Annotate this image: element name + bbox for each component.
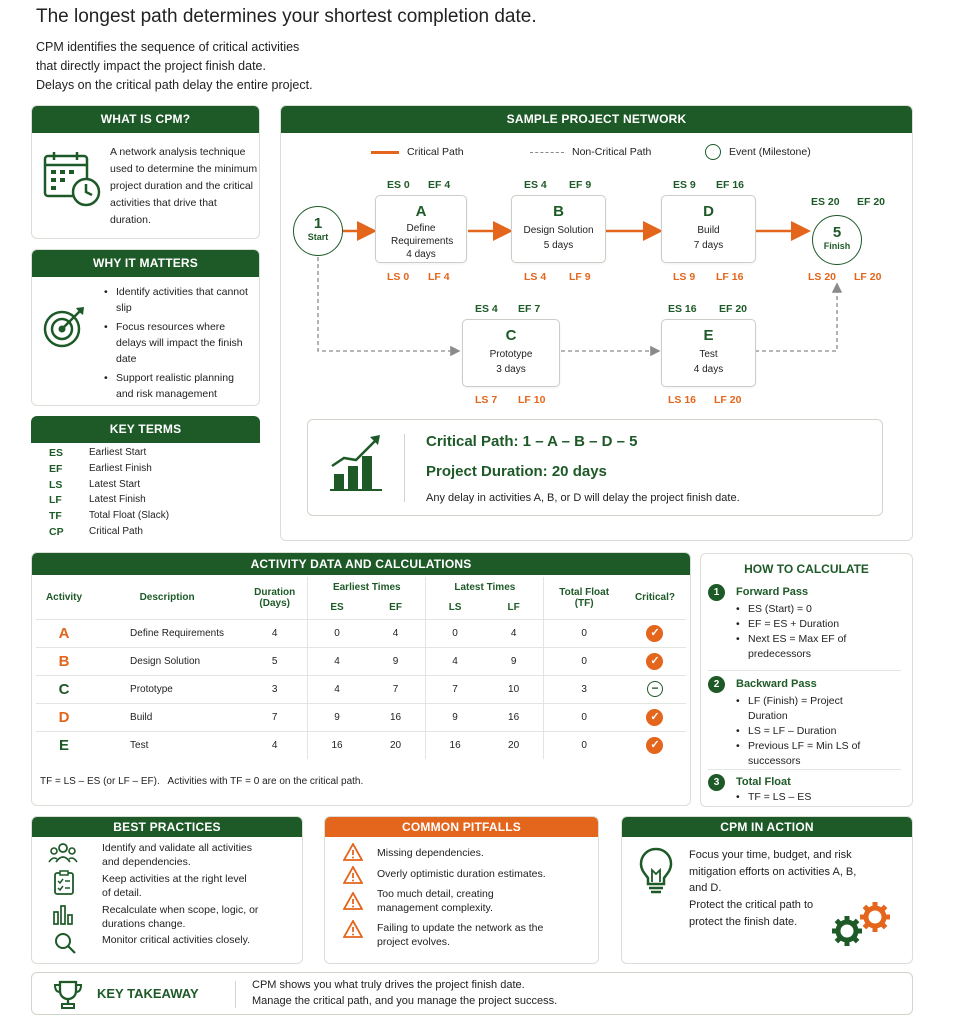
warning-icon <box>343 843 363 866</box>
critical-path-note: Any delay in activities A, B, or D will delay the project finish date. <box>426 492 740 504</box>
activity-description: Test <box>92 731 242 759</box>
project-duration-text: Project Duration: 20 days <box>426 463 607 480</box>
bar-chart-icon <box>52 902 76 931</box>
gears-icon <box>829 901 897 956</box>
best-practice-item: Monitor critical activities closely. <box>102 934 251 946</box>
finish-event <box>812 215 862 265</box>
minus-circle-icon: − <box>647 681 663 697</box>
node-label: Prototype <box>489 349 533 360</box>
list-item: • ES (Start) = 0 <box>736 602 901 617</box>
activity-duration: 7 <box>242 703 308 731</box>
legend-event-label: Event (Milestone) <box>729 146 811 158</box>
best-practice-item: Identify and validate all activities and dependencies. <box>102 842 252 868</box>
activity-tf: 3 <box>544 675 624 703</box>
bar-chart-growth-icon <box>328 432 386 499</box>
col-latest: Latest Times <box>426 577 544 597</box>
activity-ef: 4 <box>366 619 426 647</box>
activity-ls: 9 <box>426 703 484 731</box>
node-days: 7 days <box>693 240 724 251</box>
node-label: Design Solution <box>523 225 594 236</box>
node-label: Build <box>697 225 720 236</box>
network-header: SAMPLE PROJECT NETWORK <box>281 106 912 133</box>
cpm-in-action-text2: Protect the critical path to protect the finish date. <box>689 899 814 928</box>
table-row <box>36 675 686 703</box>
magnifier-icon <box>53 931 77 960</box>
activity-lf: 9 <box>484 647 544 675</box>
col-duration: Duration (Days) <box>254 586 296 609</box>
node-d-ef: EF 16 <box>716 179 745 191</box>
node-a <box>375 195 467 263</box>
node-a-es: ES 0 <box>387 179 410 191</box>
critical-cell <box>624 619 686 647</box>
table-row <box>36 647 686 675</box>
node-e <box>661 319 756 387</box>
node-b-lf: LF 9 <box>569 271 591 283</box>
col-es: ES <box>308 597 366 619</box>
activity-duration: 3 <box>242 675 308 703</box>
list-item: • Previous LF = Min LS of successors <box>736 739 876 769</box>
key-takeaway-line1: CPM shows you what truly drives the project finish date. <box>252 979 525 991</box>
finish-ls: LS 20 <box>808 271 837 283</box>
node-b-ls: LS 4 <box>524 271 547 283</box>
critical-cell <box>624 703 686 731</box>
finish-ef: EF 20 <box>857 196 886 208</box>
pitfall-item: Missing dependencies. <box>377 847 484 859</box>
col-ef: EF <box>389 602 402 614</box>
activity-ef: 16 <box>366 703 426 731</box>
best-practice-item: Keep activities at the right level of detail. <box>102 873 247 899</box>
activity-tf: 0 <box>544 703 624 731</box>
activity-letter: D <box>36 703 92 731</box>
warning-icon <box>343 920 363 943</box>
finish-lf: LF 20 <box>854 271 882 283</box>
table-row <box>36 703 686 731</box>
table-row <box>36 731 686 759</box>
col-earliest: Earliest Times <box>308 577 426 597</box>
node-c <box>462 319 560 387</box>
divider <box>708 670 901 671</box>
node-c-lf: LF 10 <box>518 394 546 406</box>
key-takeaway-panel <box>31 972 913 1015</box>
critical-path-summary <box>307 419 883 516</box>
divider <box>404 434 405 502</box>
activity-duration: 5 <box>242 647 308 675</box>
activity-description: Prototype <box>92 675 242 703</box>
pitfall-item: Too much detail, creating management complexity. <box>377 888 494 914</box>
node-e-lf: LF 20 <box>714 394 742 406</box>
warning-icon <box>343 892 363 915</box>
event-number: 5 <box>832 224 842 241</box>
node-e-es: ES 16 <box>668 303 697 315</box>
how-to-calculate-header: HOW TO CALCULATE <box>744 562 869 576</box>
step-title: Total Float <box>736 776 791 788</box>
activity-tf: 0 <box>544 619 624 647</box>
what-is-cpm-panel <box>31 105 260 239</box>
list-item: • TF = LS – ES <box>736 790 901 805</box>
why-it-matters-list <box>104 284 254 402</box>
pitfall-item: Failing to update the network as the project evolves. <box>377 922 544 948</box>
check-icon: ✓ <box>646 737 663 754</box>
activity-lf: 10 <box>484 675 544 703</box>
list-item: • Support realistic planning and risk management <box>104 370 254 402</box>
trophy-icon <box>52 979 84 1015</box>
best-practice-item: Recalculate when scope, logic, or durations change. <box>102 904 259 930</box>
list-item: • EF = ES + Duration <box>736 617 901 632</box>
node-letter: A <box>415 203 427 220</box>
activity-letter: B <box>36 647 92 675</box>
table-footnote: TF = LS – ES (or LF – EF). Activities with TF = 0 are on the critical path. <box>40 776 364 787</box>
col-tf: Total Float (TF) <box>544 577 624 619</box>
col-ls: LS <box>426 597 484 619</box>
critical-cell <box>624 647 686 675</box>
warning-icon <box>343 866 363 889</box>
activity-es: 4 <box>308 675 366 703</box>
why-it-matters-header: WHY IT MATTERS <box>32 250 259 277</box>
node-c-es: ES 4 <box>475 303 498 315</box>
activity-ef: 7 <box>366 675 426 703</box>
check-icon: ✓ <box>646 653 663 670</box>
step-number: 1 <box>708 584 725 601</box>
step-list <box>736 694 876 769</box>
activity-description: Build <box>92 703 242 731</box>
event-label: Finish <box>823 241 851 251</box>
node-days: 4 days <box>406 249 436 260</box>
step-number: 2 <box>708 676 725 693</box>
node-d <box>661 195 756 263</box>
term-abbr: CP <box>49 525 64 538</box>
term-abbr: LS <box>49 478 63 491</box>
activity-ls: 16 <box>426 731 484 759</box>
event-number: 1 <box>313 215 323 232</box>
node-letter: E <box>703 327 714 344</box>
node-e-ef: EF 20 <box>719 303 748 315</box>
step-list <box>736 790 901 805</box>
critical-cell <box>624 731 686 759</box>
term-abbr: LF <box>49 494 62 507</box>
node-label: Test <box>699 349 718 360</box>
activity-ls: 0 <box>426 619 484 647</box>
start-event <box>293 206 343 256</box>
node-d-ls: LS 9 <box>673 271 696 283</box>
key-terms-list <box>49 447 249 540</box>
activity-ef: 9 <box>366 647 426 675</box>
activity-ls: 4 <box>426 647 484 675</box>
activity-description: Design Solution <box>92 647 242 675</box>
best-practices-header: BEST PRACTICES <box>32 817 302 837</box>
col-description: Description <box>139 592 195 604</box>
list-item: • Next ES = Max EF of predecessors <box>736 632 871 662</box>
activity-duration: 4 <box>242 731 308 759</box>
step-number: 3 <box>708 774 725 791</box>
activity-duration: 4 <box>242 619 308 647</box>
node-letter: D <box>703 203 714 220</box>
node-b-ef: EF 9 <box>569 179 592 191</box>
term-label: Total Float (Slack) <box>89 510 170 522</box>
col-critical: Critical? <box>634 592 675 604</box>
activity-lf: 4 <box>484 619 544 647</box>
term-abbr: EF <box>49 462 63 475</box>
what-is-cpm-header: WHAT IS CPM? <box>32 106 259 133</box>
legend-critical-label: Critical Path <box>407 146 464 158</box>
term-label: Earliest Finish <box>89 462 152 474</box>
lightbulb-icon <box>638 846 674 901</box>
check-icon: ✓ <box>646 625 663 642</box>
list-item: • Focus resources where delays will impact the finish date <box>104 319 254 367</box>
what-is-cpm-text: A network analysis technique used to determine the minimum project duration and the critical activities that drive that duration. <box>110 146 258 226</box>
activity-lf: 20 <box>484 731 544 759</box>
finish-es: ES 20 <box>811 196 840 208</box>
node-label: Define Requirements <box>391 223 454 247</box>
event-label: Start <box>307 232 329 242</box>
page-subtitle: CPM identifies the sequence of critical activities that directly impact the project finish date. Delays on the critical path delay the entire project. <box>36 40 313 92</box>
node-a-lf: LF 4 <box>428 271 450 283</box>
activity-letter: A <box>36 619 92 647</box>
activity-table-header: ACTIVITY DATA AND CALCULATIONS <box>32 553 690 575</box>
term-label: Earliest Start <box>89 447 147 458</box>
step-title: Forward Pass <box>736 586 809 598</box>
check-icon: ✓ <box>646 709 663 726</box>
divider <box>708 769 901 770</box>
col-activity: Activity <box>45 592 83 604</box>
critical-cell <box>624 675 686 703</box>
node-days: 3 days <box>496 364 526 375</box>
activity-ef: 20 <box>366 731 426 759</box>
term-abbr: ES <box>49 447 64 459</box>
activity-es: 4 <box>308 647 366 675</box>
term-label: Latest Finish <box>89 494 146 506</box>
activity-table <box>36 577 686 759</box>
activity-tf: 0 <box>544 731 624 759</box>
page-title: The longest path determines your shortest completion date. <box>36 6 537 27</box>
activity-es: 9 <box>308 703 366 731</box>
node-days: 5 days <box>543 240 574 251</box>
critical-path-text: Critical Path: 1 – A – B – D – 5 <box>426 433 638 450</box>
step-title: Backward Pass <box>736 678 817 690</box>
divider <box>235 981 236 1008</box>
step-list <box>736 602 901 662</box>
node-a-ef: EF 4 <box>428 179 451 191</box>
key-takeaway-line2: Manage the critical path, and you manage the project success. <box>252 995 558 1007</box>
activity-description: Define Requirements <box>92 619 242 647</box>
col-lf: LF <box>507 602 520 614</box>
target-icon <box>42 305 86 354</box>
checklist-icon <box>53 870 75 901</box>
activity-lf: 16 <box>484 703 544 731</box>
activity-es: 0 <box>308 619 366 647</box>
key-terms-header: KEY TERMS <box>31 416 260 443</box>
term-abbr: TF <box>49 510 62 523</box>
node-e-ls: LS 16 <box>668 394 697 406</box>
term-label: Latest Start <box>89 478 141 490</box>
activity-letter: E <box>36 731 92 759</box>
activity-letter: C <box>36 675 92 703</box>
list-item: • LS = LF – Duration <box>736 724 876 739</box>
team-icon <box>48 842 78 869</box>
list-item: • LF (Finish) = Project Duration <box>736 694 876 724</box>
node-c-ef: EF 7 <box>518 303 541 315</box>
node-c-ls: LS 7 <box>475 394 498 406</box>
cpm-in-action-text1: Focus your time, budget, and risk mitigation efforts on activities A, B, and D. <box>689 849 857 894</box>
key-takeaway-label: KEY TAKEAWAY <box>97 986 199 1001</box>
activity-es: 16 <box>308 731 366 759</box>
common-pitfalls-header: COMMON PITFALLS <box>325 817 598 837</box>
node-a-ls: LS 0 <box>387 271 410 283</box>
why-it-matters-panel <box>31 249 260 406</box>
node-letter: B <box>553 203 564 220</box>
pitfall-item: Overly optimistic duration estimates. <box>377 868 546 880</box>
cpm-in-action-header: CPM IN ACTION <box>622 817 912 837</box>
node-b <box>511 195 606 263</box>
calendar-clock-icon <box>42 150 104 217</box>
activity-ls: 7 <box>426 675 484 703</box>
node-letter: C <box>505 327 517 344</box>
node-d-lf: LF 16 <box>716 271 744 283</box>
table-row <box>36 619 686 647</box>
legend-noncritical-label: Non-Critical Path <box>572 146 652 158</box>
node-d-es: ES 9 <box>673 179 696 191</box>
term-label: Critical Path <box>89 525 143 537</box>
activity-tf: 0 <box>544 647 624 675</box>
node-b-es: ES 4 <box>524 179 547 191</box>
list-item: • Identify activities that cannot slip <box>104 284 254 316</box>
node-days: 4 days <box>693 364 724 375</box>
key-terms-panel <box>31 416 260 540</box>
